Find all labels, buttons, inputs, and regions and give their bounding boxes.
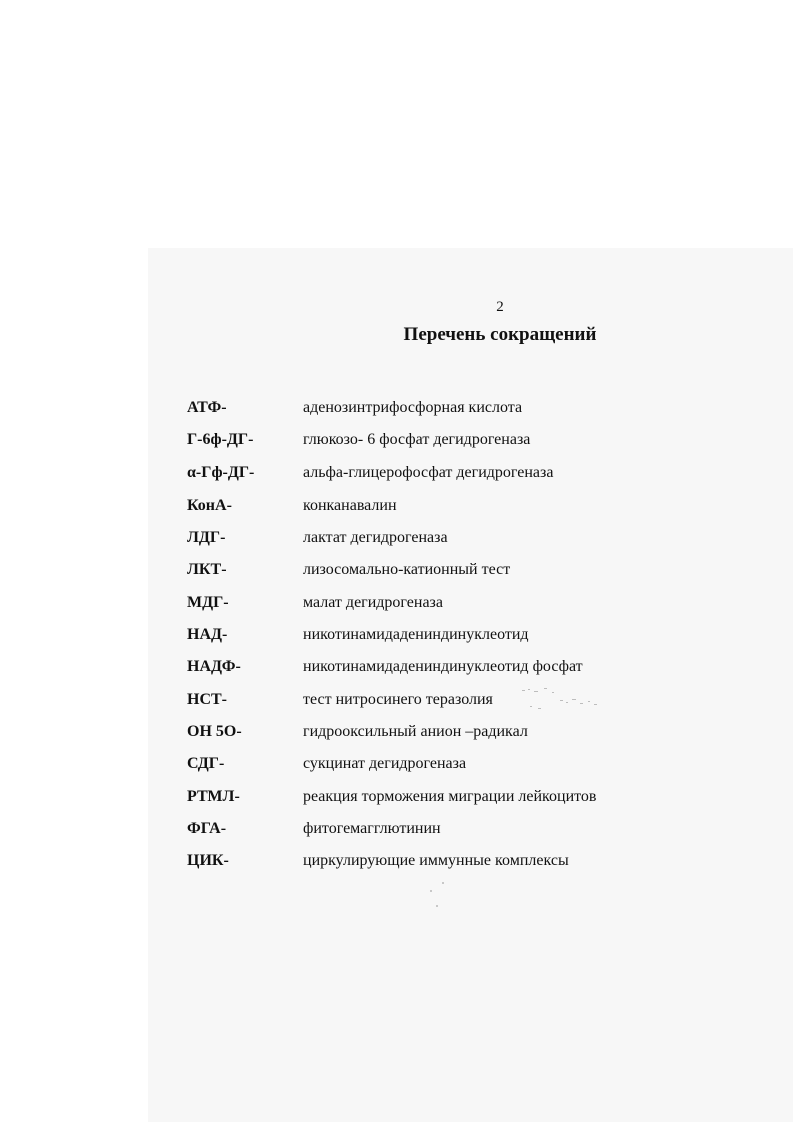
abbreviation-term: МДГ- [187,594,229,611]
abbreviation-definition: тест нитросинего теразолия [303,691,493,708]
abbreviation-definition: фитогемагглютинин [303,820,441,837]
abbreviation-row [0,396,793,420]
abbreviation-definition: лактат дегидрогеназа [303,529,448,546]
abbreviation-row [0,428,793,452]
abbreviation-definition: никотинамидадениндинуклеотид [303,626,529,643]
abbreviation-term: НАД- [187,626,228,643]
abbreviation-row [0,752,793,776]
abbreviation-definition: никотинамидадениндинуклеотид фосфат [303,658,583,675]
abbreviation-row [0,461,793,485]
abbreviation-definition: лизосомально-катионный тест [303,561,511,578]
abbreviation-row [0,526,793,550]
abbreviation-definition: аденозинтрифосфорная кислота [303,399,523,416]
abbreviation-term: НАДФ- [187,658,241,675]
abbreviation-row [0,688,793,712]
abbreviation-term: КонА- [187,497,232,514]
scan-artifact-marks [520,686,600,718]
abbreviation-term: ОН 5О- [187,723,242,740]
abbreviation-term: Г-6ф-ДГ- [187,431,254,448]
abbreviation-term: РТМЛ- [187,788,240,805]
abbreviation-row [0,655,793,679]
page-number: 2 [496,299,504,315]
abbreviation-row [0,623,793,647]
abbreviation-term: АТФ- [187,399,227,416]
abbreviation-row [0,720,793,744]
scan-speck [430,890,432,892]
abbreviation-row [0,849,793,873]
abbreviation-row [0,494,793,518]
abbreviation-term: α-Гф-ДГ- [187,464,255,481]
abbreviation-definition: сукцинат дегидрогеназа [303,755,467,772]
abbreviation-definition: альфа-глицерофосфат дегидрогеназа [303,464,554,481]
abbreviation-definition: циркулирующие иммунные комплексы [303,852,569,869]
abbreviation-row [0,558,793,582]
scan-speck [436,905,438,907]
scan-speck [442,882,444,884]
abbreviation-definition: гидрооксильный анион –радикал [303,723,528,740]
abbreviation-term: СДГ- [187,755,225,772]
abbreviation-definition: малат дегидрогеназа [303,594,443,611]
abbreviation-term: ФГА- [187,820,227,837]
abbreviation-definition: глюкозо- 6 фосфат дегидрогеназа [303,431,531,448]
abbreviation-row [0,591,793,615]
abbreviation-term: ЦИК- [187,852,229,869]
abbreviation-definition: реакция торможения миграции лейкоцитов [303,788,597,805]
abbreviation-definition: конканавалин [303,497,397,514]
abbreviation-term: ЛДГ- [187,529,226,546]
page-title: Перечень сокращений [403,324,597,345]
abbreviation-term: НСТ- [187,691,227,708]
abbreviation-term: ЛКТ- [187,561,227,578]
abbreviation-row [0,785,793,809]
abbreviation-row [0,817,793,841]
